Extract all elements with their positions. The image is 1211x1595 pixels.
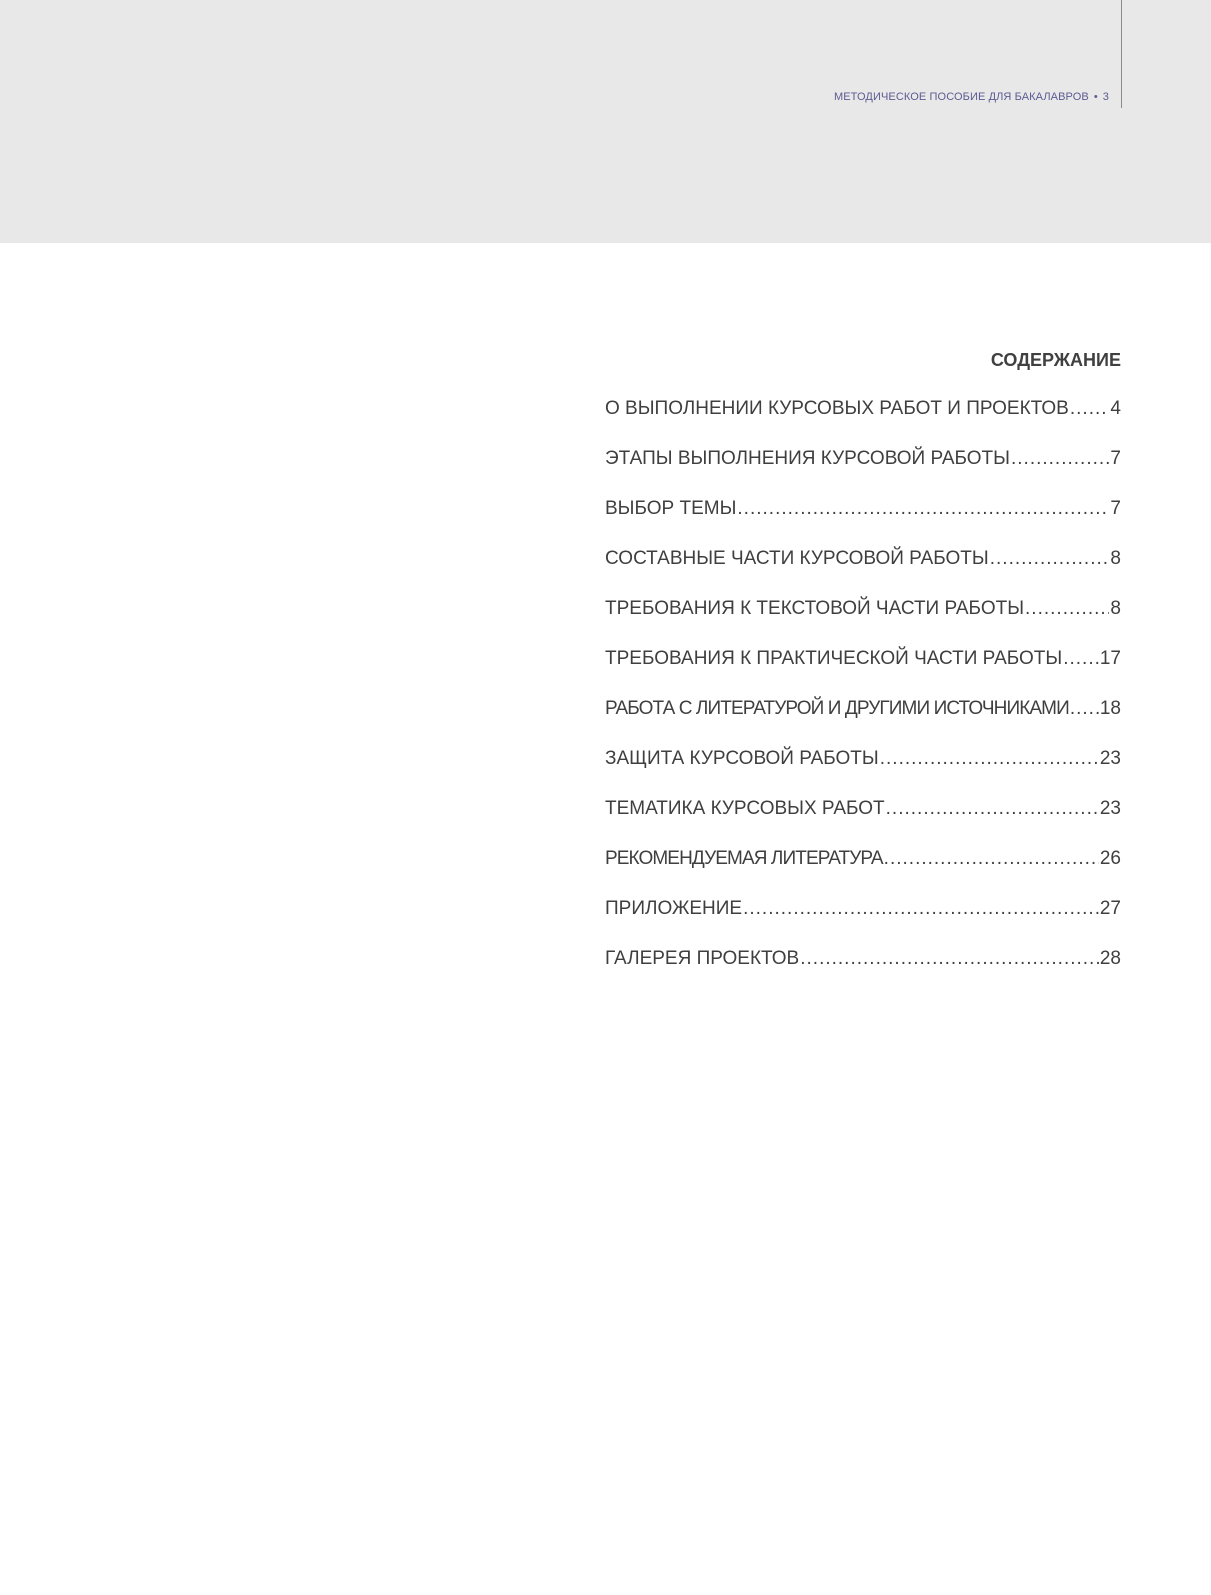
toc-entry[interactable] xyxy=(605,384,1121,434)
toc-entry-page: 23 xyxy=(1099,798,1121,819)
toc-entry[interactable] xyxy=(605,784,1121,834)
toc-dot-leader xyxy=(990,534,1110,584)
toc-entry[interactable] xyxy=(605,484,1121,534)
toc-title: СОДЕРЖАНИЕ xyxy=(990,350,1121,370)
toc-entry-page: 26 xyxy=(1099,848,1121,869)
toc-entry[interactable] xyxy=(605,934,1121,984)
toc-entry-page: 23 xyxy=(1099,748,1121,769)
toc-entry-label: ТРЕБОВАНИЯ К ТЕКСТОВОЙ ЧАСТИ РАБОТЫ xyxy=(605,598,1025,619)
toc-entry-label: ЗАЩИТА КУРСОВОЙ РАБОТЫ xyxy=(605,748,879,769)
toc-entry-label: ГАЛЕРЕЯ ПРОЕКТОВ xyxy=(605,948,800,969)
running-header xyxy=(834,91,1109,103)
toc-entry[interactable] xyxy=(605,434,1121,484)
toc-entry-label: ТРЕБОВАНИЯ К ПРАКТИЧЕСКОЙ ЧАСТИ РАБОТЫ xyxy=(605,648,1063,669)
table-of-contents xyxy=(605,346,1121,984)
page-number: 3 xyxy=(1102,91,1109,103)
toc-entry-label: ПРИЛОЖЕНИЕ xyxy=(605,898,743,919)
toc-entry[interactable] xyxy=(605,684,1121,734)
toc-entry[interactable] xyxy=(605,734,1121,784)
running-header-title: МЕТОДИЧЕСКОЕ ПОСОБИЕ ДЛЯ БАКАЛАВРОВ xyxy=(833,91,1089,103)
toc-entry-page: 8 xyxy=(1110,548,1121,569)
toc-dot-leader xyxy=(1070,684,1099,734)
toc-entry-label: ВЫБОР ТЕМЫ xyxy=(605,498,737,519)
toc-dot-leader xyxy=(1070,384,1110,434)
toc-entry-page: 4 xyxy=(1110,398,1121,419)
toc-dot-leader xyxy=(880,734,1099,784)
toc-entry[interactable] xyxy=(605,634,1121,684)
toc-entry-label: ЭТАПЫ ВЫПОЛНЕНИЯ КУРСОВОЙ РАБОТЫ xyxy=(605,448,1010,469)
toc-entry-label: СОСТАВНЫЕ ЧАСТИ КУРСОВОЙ РАБОТЫ xyxy=(605,548,989,569)
toc-entry-page: 17 xyxy=(1099,648,1121,669)
toc-dot-leader xyxy=(737,484,1109,534)
toc-entry[interactable] xyxy=(605,834,1121,884)
toc-dot-leader xyxy=(884,834,1099,884)
toc-entry-page: 8 xyxy=(1110,598,1121,619)
toc-dot-leader xyxy=(886,784,1099,834)
running-header-separator: • xyxy=(1093,91,1098,103)
toc-entry-label: О ВЫПОЛНЕНИИ КУРСОВЫХ РАБОТ И ПРОЕКТОВ xyxy=(605,398,1069,419)
toc-entry-label: РАБОТА С ЛИТЕРАТУРОЙ И ДРУГИМИ ИСТОЧНИКАМИ xyxy=(605,698,1069,719)
toc-entry-label: РЕКОМЕНДУЕМАЯ ЛИТЕРАТУРА xyxy=(605,848,883,869)
header-band xyxy=(0,0,1211,243)
toc-dot-leader xyxy=(1025,584,1109,634)
toc-dot-leader xyxy=(800,934,1099,984)
toc-entry-page: 7 xyxy=(1110,448,1121,469)
toc-entry[interactable] xyxy=(605,584,1121,634)
toc-list xyxy=(605,384,1121,984)
toc-entry-page: 7 xyxy=(1110,498,1121,519)
toc-entry-page: 27 xyxy=(1099,898,1121,919)
header-vertical-rule xyxy=(1121,0,1122,108)
toc-entry-label: ТЕМАТИКА КУРСОВЫХ РАБОТ xyxy=(605,798,885,819)
toc-entry-page: 18 xyxy=(1099,698,1121,719)
toc-dot-leader xyxy=(1063,634,1099,684)
toc-entry-page: 28 xyxy=(1099,948,1121,969)
toc-entry[interactable] xyxy=(605,534,1121,584)
toc-dot-leader xyxy=(743,884,1099,934)
toc-entry[interactable] xyxy=(605,884,1121,934)
toc-dot-leader xyxy=(1011,434,1109,484)
